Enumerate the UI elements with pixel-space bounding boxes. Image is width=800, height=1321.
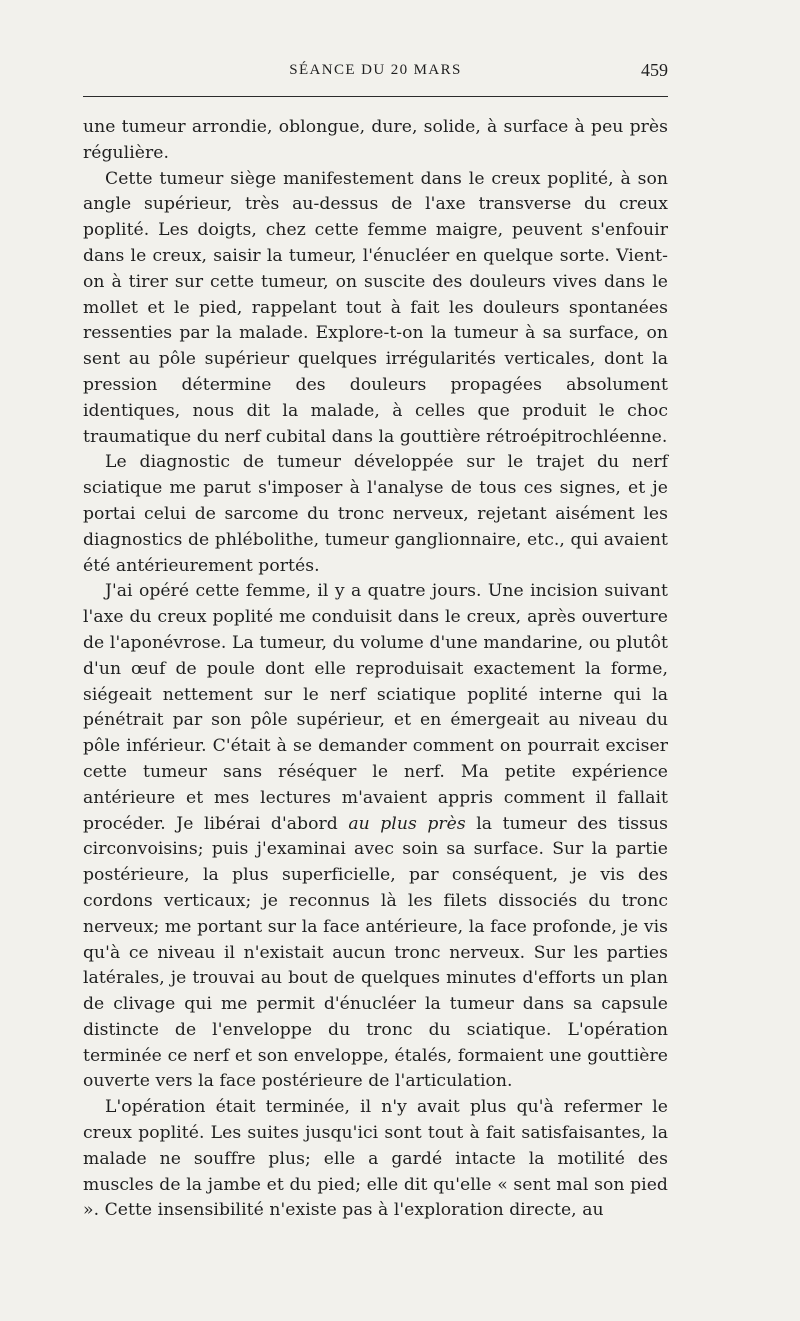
paragraph-outcome: L'opération était terminée, il n'y avait plus qu'à refermer le creux poplité. Les suites jusqu'ici sont tout à fait satisfaisantes, la malade ne souffre plus; elle a gardé intacte la motilité des muscles de la jambe et du pied; elle dit qu'elle « sent mal son pied ». Cette insensibilité n'existe pas à l'exploration directe, au <box>83 1097 668 1221</box>
paragraph-diagnosis: Le diagnostic de tumeur développée sur le trajet du nerf sciatique me parut s'imposer à l'analyse de tous ces signes, et je portai celui de sarcome du tronc nerveux, rejetant aisément les diagnostics de phlébolithe, tumeur ganglionnaire, etc., qui avaient été antérieurement portés. <box>83 452 668 576</box>
paragraph-operation <box>83 579 668 1095</box>
operation-text-before: J'ai opéré cette femme, il y a quatre jours. Une incision suivant l'axe du creux poplité me conduisit dans le creux, après ouverture de l'aponévrose. La tumeur, du volume d'une mandarine, ou plutôt d'un œuf de poule dont elle reproduisait exactement la forme, siégeait nettement sur le nerf sciatique poplité interne qui la pénétrait par son pôle supérieur, et en émergeait au niveau du pôle inférieur. C'était à se demander comment on pourrait exciser cette tumeur sans réséquer le nerf. Ma petite expérience antérieure et mes lectures m'avaient appris comment il fallait procéder. Je libérai d'abord <box>83 581 668 834</box>
running-head <box>83 60 668 88</box>
italic-phrase: au plus près <box>348 813 466 834</box>
paragraph-tumor-location: Cette tumeur siège manifestement dans le creux poplité, à son angle supérieur, très au-dessus de l'axe transverse du creux poplité. Les doigts, chez cette femme maigre, peuvent s'enfouir dans le creux, saisir la tumeur, l'énucléer en quelque sorte. Vient-on à tirer sur cette tumeur, on suscite des douleurs vives dans le mollet et le pied, rappelant tout à fait les douleurs spontanées ressenties par la malade. Explore-t-on la tumeur à sa surface, on sent au pôle supérieur quelques irrégularités verticales, dont la pression détermine des douleurs propagées absolument identiques, nous dit la malade, à celles que produit le choc traumatique du nerf cubital dans la gouttière rétroépitrochléenne. <box>83 168 668 447</box>
operation-text-after: la tumeur des tissus circonvoisins; puis j'examinai avec soin sa surface. Sur la partie postérieure, la plus superficielle, par conséquent, je vis des cordons verticaux; je reconnus là les filets dissociés du tronc nerveux; me portant sur la face antérieure, la face profonde, je vis qu'à ce niveau il n'existait aucun tronc nerveux. Sur les parties latérales, je trouvai au bout de quelques minutes d'efforts un plan de clivage qui me permit d'énucléer la tumeur dans sa capsule distincte de l'enveloppe du tronc du sciatique. L'opération terminée ce nerf et son enveloppe, étalés, formaient une gouttière ouverte vers la face postérieure de l'articulation. <box>83 813 668 1092</box>
running-title: SÉANCE DU 20 MARS <box>289 62 462 78</box>
header-rule <box>83 96 668 97</box>
paragraph-continuation: une tumeur arrondie, oblongue, dure, solide, à surface à peu près régulière. <box>83 117 668 163</box>
book-page <box>83 60 668 1224</box>
page-number: 459 <box>641 60 668 80</box>
body-text <box>83 115 668 1224</box>
